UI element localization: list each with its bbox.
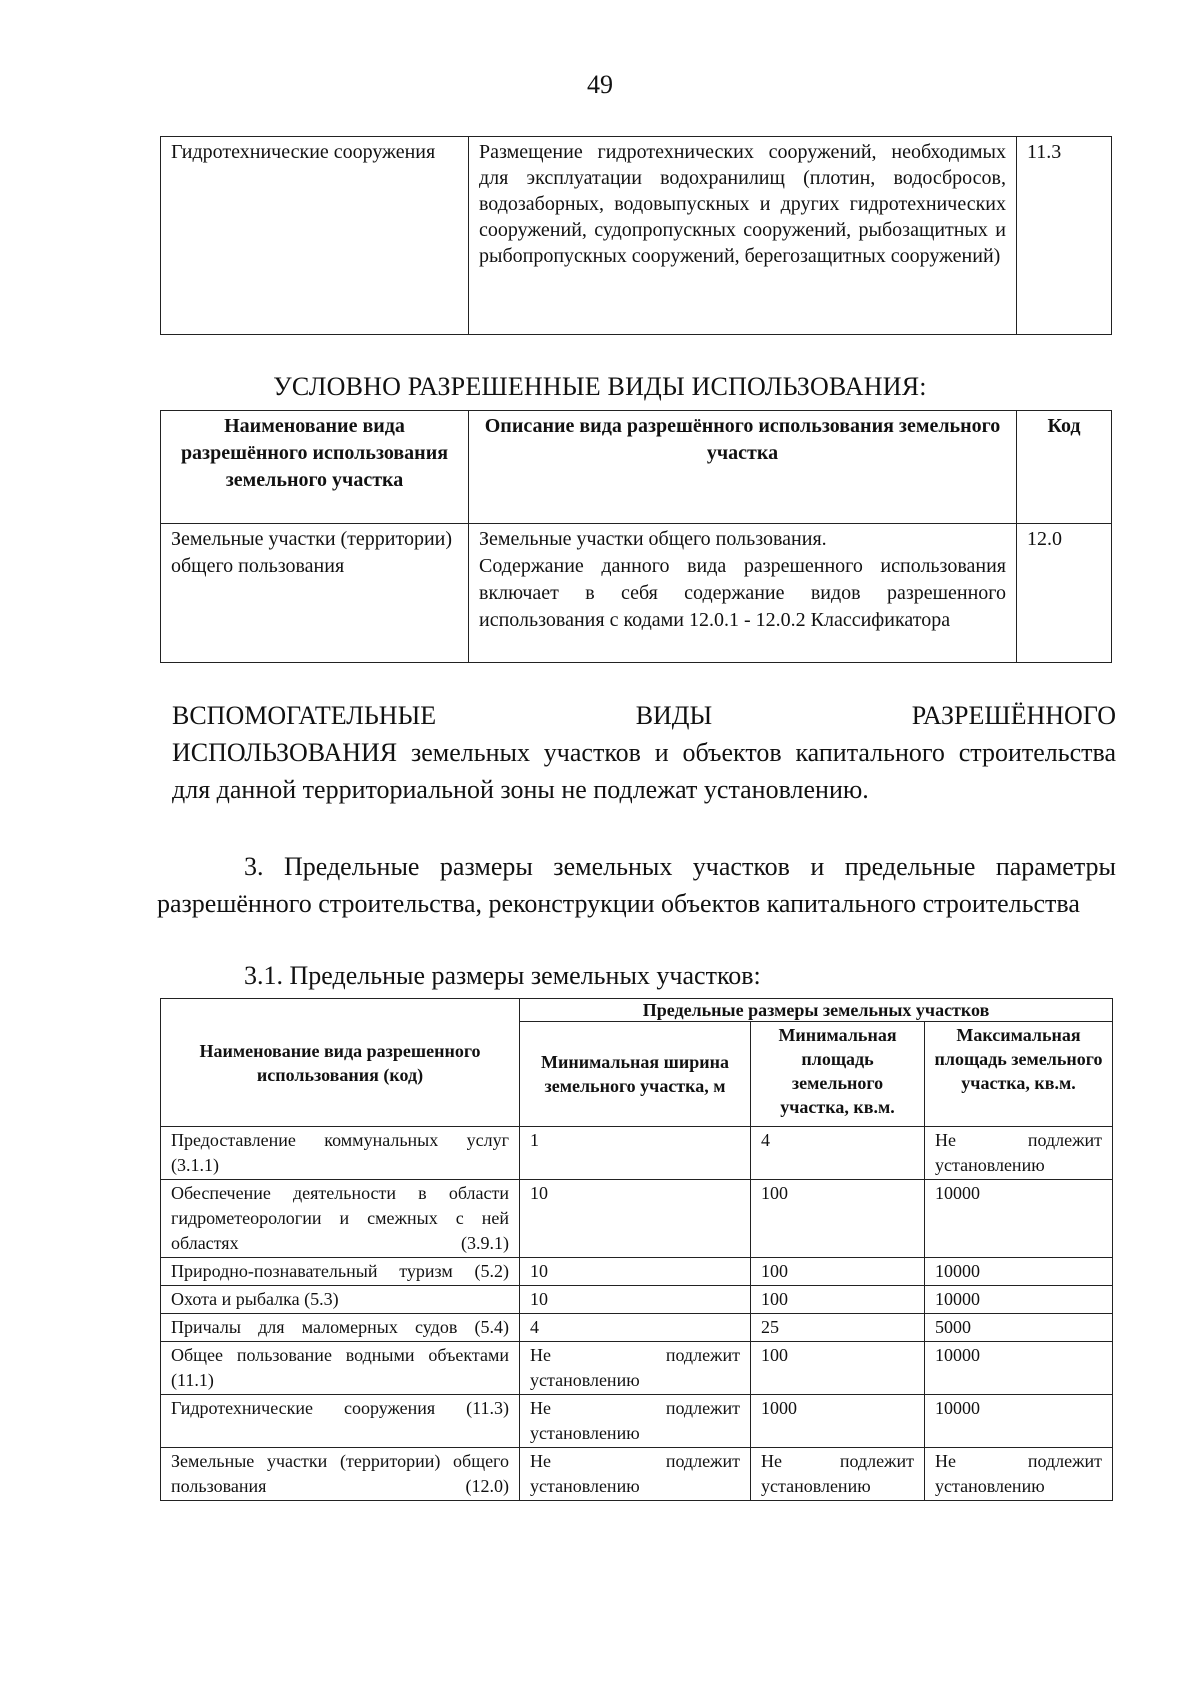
header-max-area: Максимальная площадь земельного участка, кв.м. [925, 1022, 1113, 1127]
row-max-area: 10000 [925, 1258, 1113, 1286]
row-max-area: 5000 [925, 1314, 1113, 1342]
table-row [161, 1180, 1113, 1258]
auxiliary-word-2: ВИДЫ [635, 701, 713, 730]
row-min-width: 4 [520, 1314, 751, 1342]
row-use-name: Охота и рыбалка (5.3) [161, 1286, 520, 1314]
row-min-width: 10 [520, 1286, 751, 1314]
row-min-area: Не подлежит установлению [751, 1448, 925, 1501]
header-size-limits-group: Предельные размеры земельных участков [520, 999, 1113, 1022]
row-max-area: 10000 [925, 1342, 1113, 1395]
table-row [161, 1258, 1113, 1286]
table-row [161, 1286, 1113, 1314]
row-use-name: Общее пользование водными объектами (11.1) [161, 1342, 520, 1395]
row-min-width: Не подлежит установлению [520, 1342, 751, 1395]
table-row [161, 137, 1112, 335]
row-use-name: Гидротехнические сооружения (11.3) [161, 1395, 520, 1448]
table-row [161, 1314, 1113, 1342]
row-min-width: 10 [520, 1180, 751, 1258]
use-description-cell [469, 524, 1017, 663]
header-min-width: Минимальная ширина земельного участка, м [520, 1022, 751, 1127]
row-use-name: Земельные участки (территории) общего пользования (12.0) [161, 1448, 520, 1501]
row-max-area: Не подлежит установлению [925, 1448, 1113, 1501]
table-row [161, 1395, 1113, 1448]
table-header-row [161, 999, 1113, 1022]
row-max-area: 10000 [925, 1286, 1113, 1314]
row-min-area: 4 [751, 1127, 925, 1180]
description-line-2: Содержание данного вида разрешенного использования включает в себя содержание видов разрешенного использования с кодами 12.0.1 - 12.0.2 Классификатора [479, 555, 1006, 631]
table-row [161, 1448, 1113, 1501]
row-max-area: 10000 [925, 1395, 1113, 1448]
row-min-width: Не подлежит установлению [520, 1448, 751, 1501]
row-min-area: 100 [751, 1342, 925, 1395]
page-number: 49 [587, 70, 613, 99]
row-use-name: Предоставление коммунальных услуг (3.1.1) [161, 1127, 520, 1180]
header-use-name: Наименование вида разрешённого использования земельного участка [161, 411, 469, 524]
row-min-area: 1000 [751, 1395, 925, 1448]
section-3-1-heading: 3.1. Предельные размеры земельных участков: [244, 961, 761, 990]
header-use-description: Описание вида разрешённого использования земельного участка [469, 411, 1017, 524]
use-name-cell: Гидротехнические сооружения [161, 137, 469, 335]
row-min-width: Не подлежит установлению [520, 1395, 751, 1448]
conditional-uses-table [160, 410, 1112, 663]
permitted-use-table-continuation [160, 136, 1112, 335]
header-code: Код [1017, 411, 1112, 524]
auxiliary-first-line [172, 697, 1116, 734]
header-use-name: Наименование вида разрешенного использования (код) [161, 999, 520, 1127]
row-min-width: 1 [520, 1127, 751, 1180]
use-description-cell: Размещение гидротехнических сооружений, необходимых для эксплуатации водохранилищ (плотин, водосбросов, водозаборных, водовыпускных и других гидротехнических сооружений, судопропускных сооружений, рыбозащитных и рыбопропускных сооружений, берегозащитных сооружений) [469, 137, 1017, 335]
row-use-name: Обеспечение деятельности в области гидрометеорологии и смежных с ней областях (3.9.1) [161, 1180, 520, 1258]
row-max-area: Не подлежит установлению [925, 1127, 1113, 1180]
plot-size-limits-table [160, 998, 1113, 1501]
table-header-row [161, 411, 1112, 524]
row-use-name: Природно-познавательный туризм (5.2) [161, 1258, 520, 1286]
auxiliary-uses-paragraph [172, 697, 1116, 808]
row-use-name: Причалы для маломерных судов (5.4) [161, 1314, 520, 1342]
row-max-area: 10000 [925, 1180, 1113, 1258]
auxiliary-rest: ИСПОЛЬЗОВАНИЯ земельных участков и объектов капитального строительства для данной территориальной зоны не подлежат установлению. [172, 738, 1116, 804]
auxiliary-word-3: РАЗРЕШЁННОГО [911, 701, 1116, 730]
section-3-paragraph: 3. Предельные размеры земельных участков и предельные параметры разрешённого строительства, реконструкции объектов капитального строительства [157, 852, 1116, 918]
use-name-cell: Земельные участки (территории) общего пользования [161, 524, 469, 663]
use-code-cell: 12.0 [1017, 524, 1112, 663]
use-code-cell: 11.3 [1017, 137, 1112, 335]
row-min-area: 100 [751, 1258, 925, 1286]
description-line-1: Земельные участки общего пользования. [479, 528, 827, 550]
conditional-uses-title: УСЛОВНО РАЗРЕШЕННЫЕ ВИДЫ ИСПОЛЬЗОВАНИЯ: [273, 372, 927, 401]
row-min-area: 100 [751, 1180, 925, 1258]
table-row [161, 524, 1112, 663]
table-row [161, 1127, 1113, 1180]
table-row [161, 1342, 1113, 1395]
row-min-area: 25 [751, 1314, 925, 1342]
auxiliary-word-1: ВСПОМОГАТЕЛЬНЫЕ [172, 701, 437, 730]
row-min-area: 100 [751, 1286, 925, 1314]
header-min-area: Минимальная площадь земельного участка, кв.м. [751, 1022, 925, 1127]
row-min-width: 10 [520, 1258, 751, 1286]
